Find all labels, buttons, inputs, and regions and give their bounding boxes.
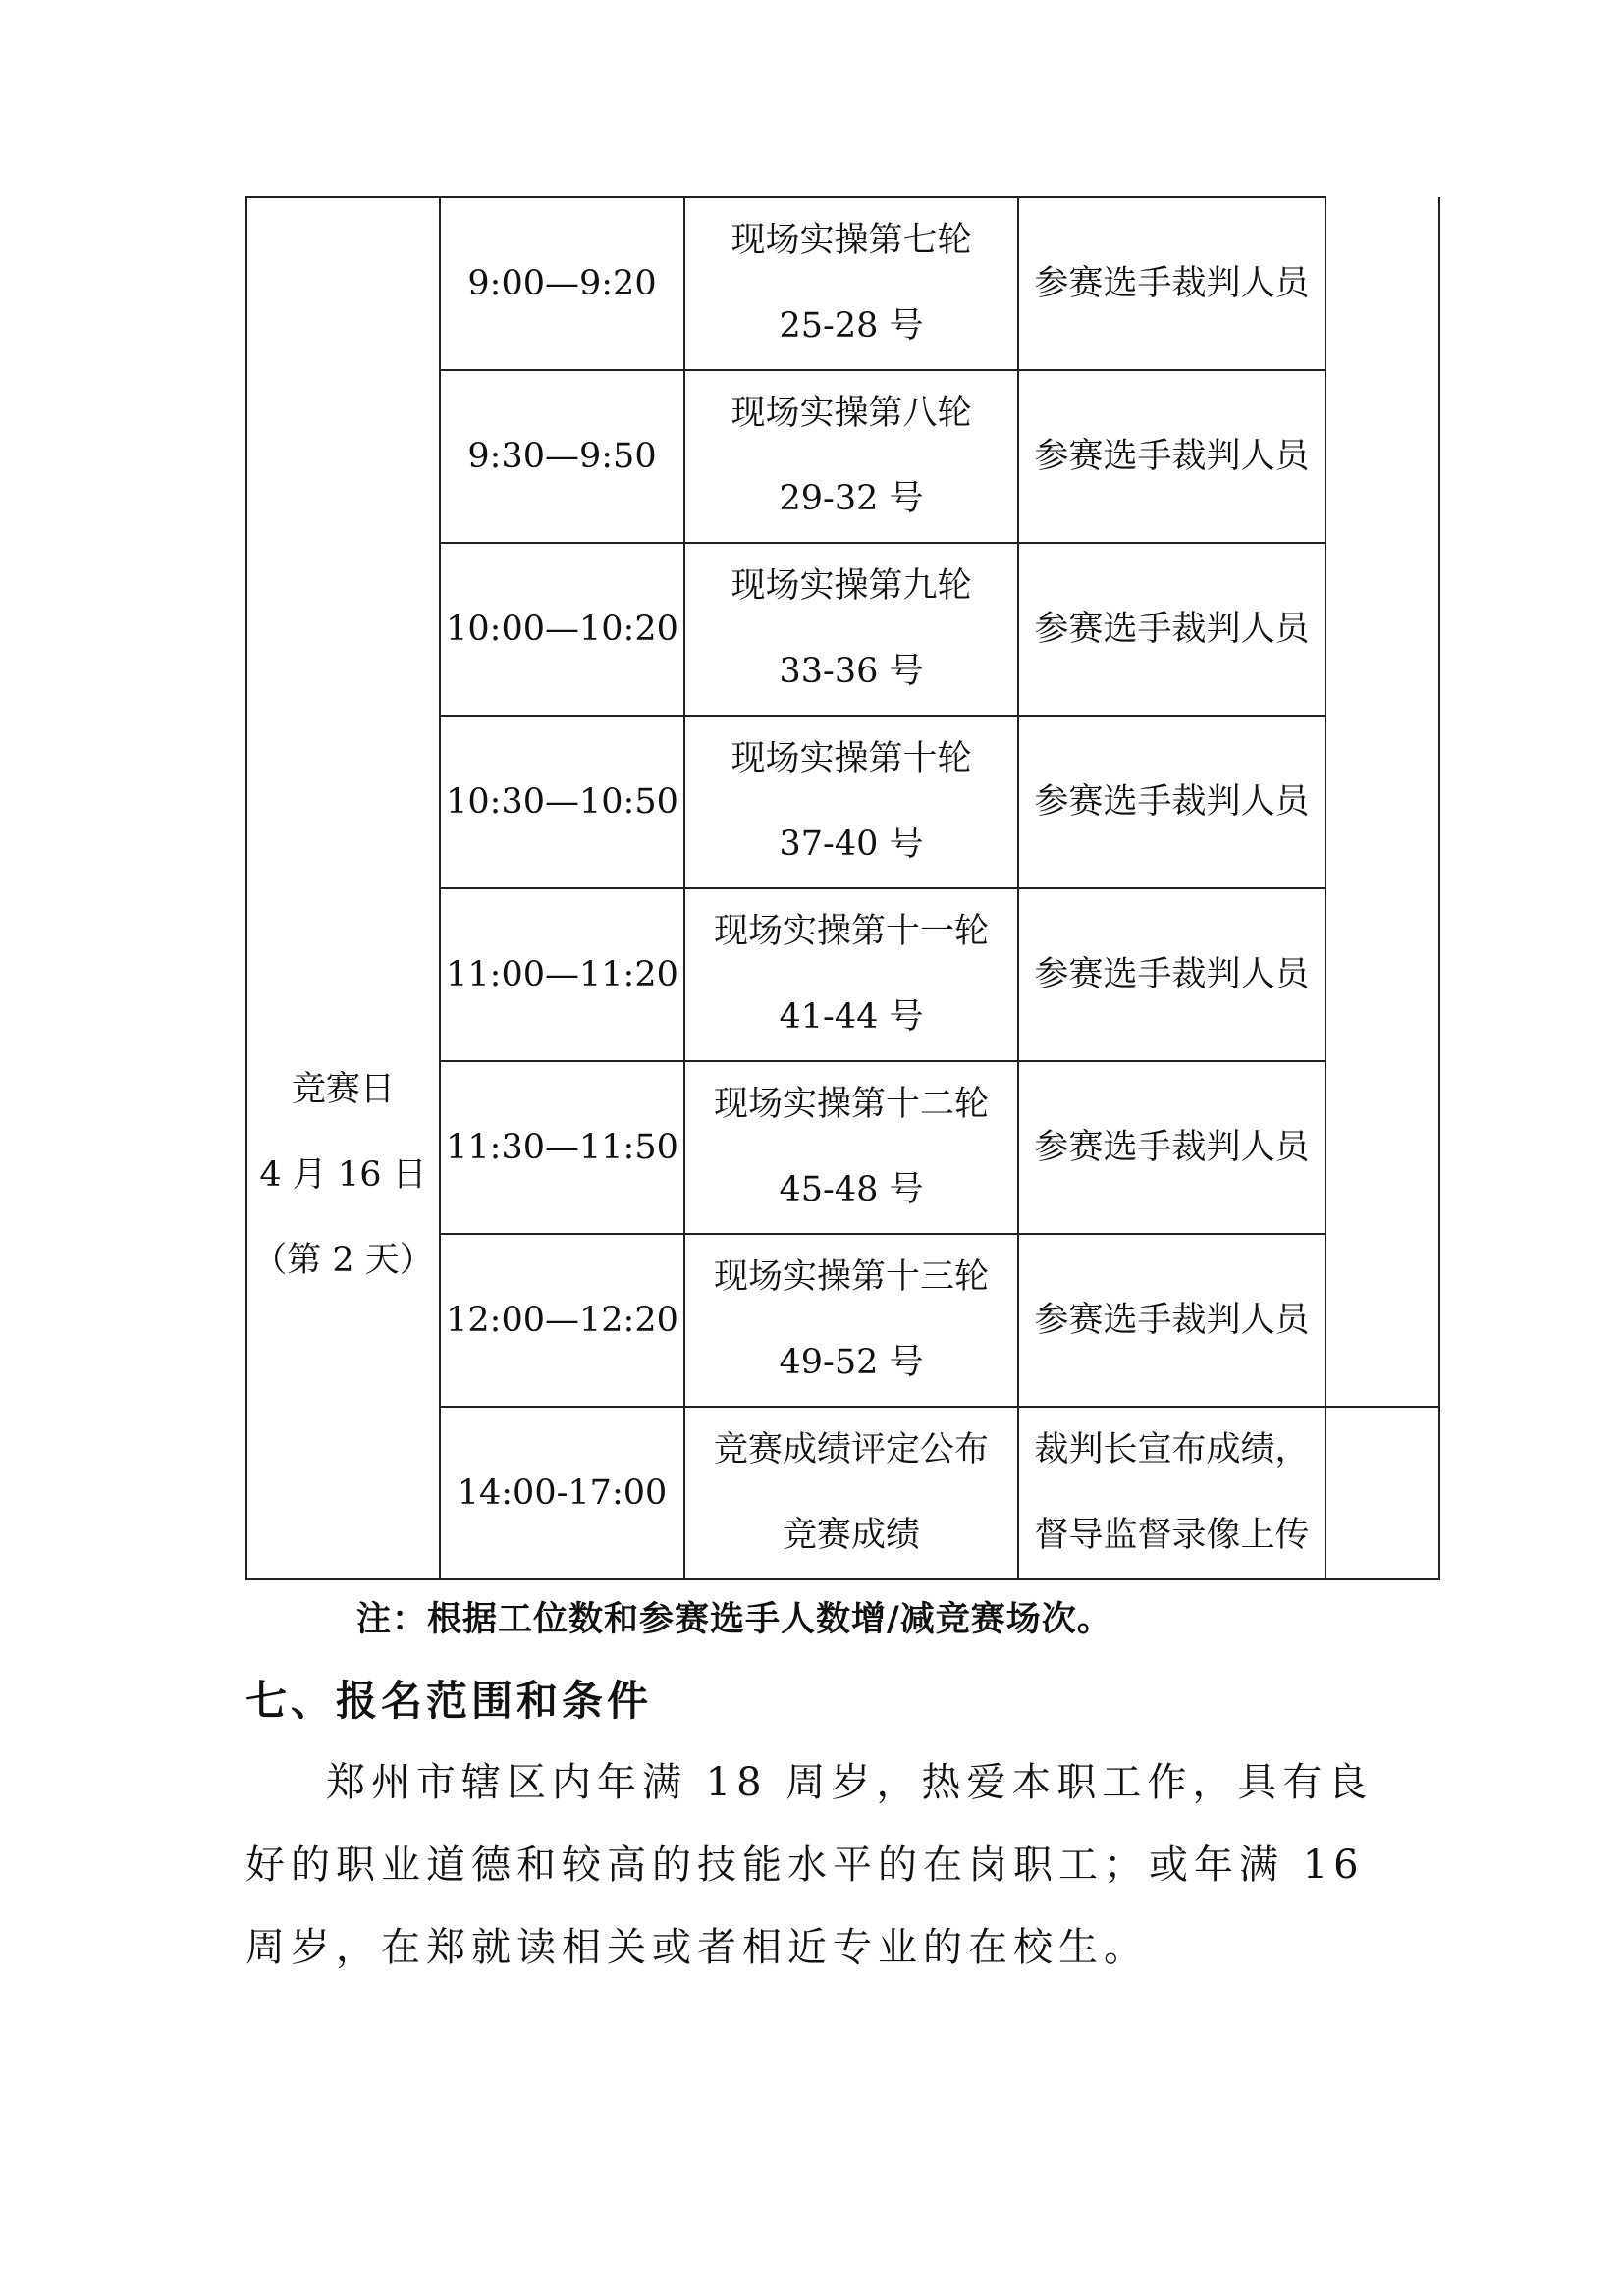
time-cell: 11:00—11:20 [440,888,684,1061]
staff-text: 参赛选手裁判人员 [1034,1300,1310,1340]
content-cell [684,1407,1018,1579]
content-numbers: 33-36 号 [779,652,924,691]
time-cell: 10:00—10:20 [440,543,684,716]
content-numbers: 25-28 号 [779,306,924,346]
day-label: 竞赛日 [291,1070,395,1109]
content-numbers: 29-32 号 [779,479,924,518]
content-numbers: 49-52 号 [779,1343,924,1382]
staff-text: 参赛选手裁判人员 [1034,1127,1310,1167]
staff-cell [1018,543,1326,716]
time-cell: 11:30—11:50 [440,1061,684,1234]
staff-text: 裁判长宣布成绩， [1034,1430,1310,1469]
content-title: 现场实操第十三轮 [713,1257,989,1297]
staff-cell [1018,888,1326,1061]
remark-cell [1326,197,1439,370]
time-cell: 10:30—10:50 [440,716,684,888]
remark-cell [1326,716,1439,888]
day-date: 4 月 16 日 [259,1155,427,1195]
remark-cell [1326,1061,1439,1234]
content-cell [684,197,1018,370]
section-heading: 七、报名范围和条件 [245,1677,653,1725]
time-cell: 14:00-17:00 [440,1407,684,1579]
content-title: 现场实操第十二轮 [713,1085,989,1124]
staff-cell [1018,1234,1326,1407]
staff-text: 参赛选手裁判人员 [1034,609,1310,649]
content-numbers: 41-44 号 [779,997,924,1037]
staff-cell [1018,1061,1326,1234]
staff-cell [1018,197,1326,370]
remark-cell [1326,1407,1439,1579]
time-cell: 9:30—9:50 [440,370,684,543]
content-title: 现场实操第十一轮 [713,912,989,951]
remark-cell [1326,888,1439,1061]
content-cell [684,370,1018,543]
table-note: 注：根据工位数和参赛选手人数增/减竞赛场次。 [356,1599,1112,1639]
schedule-table [245,196,1440,1580]
content-numbers: 竞赛成绩 [782,1516,920,1555]
content-cell [684,716,1018,888]
content-title: 现场实操第八轮 [731,394,972,433]
staff-cell [1018,716,1326,888]
staff-cell [1018,1407,1326,1579]
staff-text: 参赛选手裁判人员 [1034,954,1310,994]
staff-text: 参赛选手裁判人员 [1034,781,1310,822]
content-cell [684,888,1018,1061]
remark-cell [1326,1234,1439,1407]
table-row [246,197,1439,370]
day-index: （第 2 天） [252,1241,434,1280]
staff-text: 参赛选手裁判人员 [1034,263,1310,303]
content-title: 现场实操第九轮 [731,566,972,606]
content-cell [684,543,1018,716]
staff-text: 督导监督录像上传 [1034,1516,1310,1555]
time-cell: 12:00—12:20 [440,1234,684,1407]
content-cell [684,1234,1018,1407]
staff-text: 参赛选手裁判人员 [1034,436,1310,476]
content-title: 现场实操第十轮 [731,739,972,778]
remark-cell [1326,370,1439,543]
remark-cell [1326,543,1439,716]
day-cell [246,197,440,1579]
content-cell [684,1061,1018,1234]
content-title: 竞赛成绩评定公布 [713,1430,989,1469]
content-numbers: 45-48 号 [779,1170,924,1209]
body-paragraph: 郑州市辖区内年满 18 周岁，热爱本职工作，具有良好的职业道德和较高的技能水平的在岗职工；或年满 16 周岁，在郑就读相关或者相近专业的在校生。 [245,1760,1374,1970]
content-title: 现场实操第七轮 [731,221,972,260]
staff-cell [1018,370,1326,543]
content-numbers: 37-40 号 [779,825,924,864]
time-cell: 9:00—9:20 [440,197,684,370]
